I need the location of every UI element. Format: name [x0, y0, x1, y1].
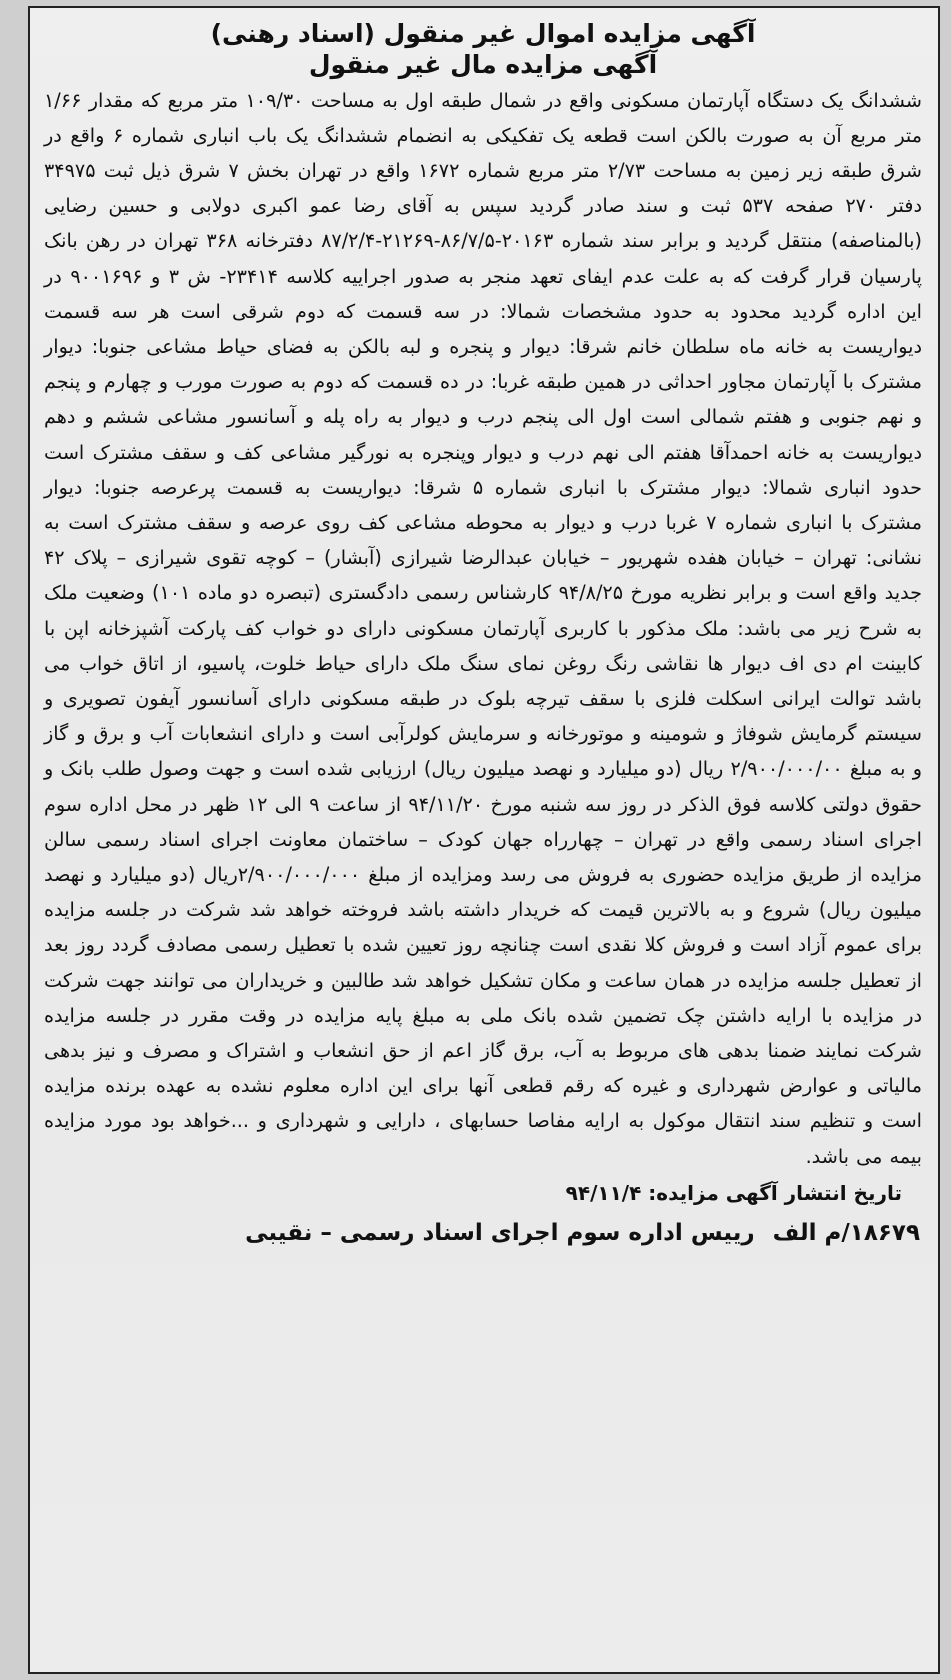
auction-notice: [28, 6, 940, 1674]
signature: رییس اداره سوم اجرای اسناد رسمی – نقیبی: [245, 1219, 755, 1246]
reference-number: ۱۸۶۷۹/م الف: [772, 1219, 920, 1246]
notice-title: آگهی مزایده اموال غیر منقول (اسناد رهنی): [210, 19, 756, 48]
notice-footer: [44, 1216, 922, 1250]
notice-subtitle: آگهی مزایده مال غیر منقول: [308, 50, 658, 80]
notice-body: ششدانگ یک دستگاه آپارتمان مسکونی واقع در شمال طبقه اول به مساحت ۱۰۹/۳۰ متر مربع که مقدار ۱/۶۶ متر مربع آن به صورت بالکن است قطعه یک تفکیکی به انضمام ششدانگ یک باب انباری شماره ۶ واقع در شرق طبقه زیر زمین به مساحت ۲/۷۳ متر مربع شماره ۱۶۷۲ واقع در تهران بخش ۷ شرق ذیل ثبت ۳۴۹۷۵ دفتر ۲۷۰ صفحه ۵۳۷ ثبت و سند صادر گردید سپس به آقای رضا عمو اکبری دولابی و حسین رضایی (بالمناصفه) منتقل گردید و برابر سند شماره ۲۰۱۶۳-۸۶/۷/۵-۲۱۲۶۹-۸۷/۲/۴ دفترخانه ۳۶۸ تهران در رهن بانک پارسیان قرار گرفت که به علت عدم ایفای تعهد منجر به صدور اجراییه کلاسه ۲۳۴۱۴- ش ۳ و ۹۰۰۱۶۹۶ در این اداره گردید محدود به حدود مشخصات شمالا: در سه قسمت که دوم شرقی است هر سه قسمت دیواریست به خانه ماه سلطان خانم شرقا: دیوار و پنجره و لبه بالکن به فضای حیاط مشاعی جنوبا: دیوار مشترک با آپارتمان مجاور احداثی در همین طبقه غربا: در ده قسمت که دوم به صورت مورب و چهارم و پنجم و نهم جنوبی و هفتم شمالی است اول الی پنجم درب و دیوار به راه پله و آسانسور مشاعی ششم و دهم دیواریست به خانه احمدآقا هفتم الی نهم درب و دیوار وپنجره به نورگیر مشاعی کف و سقف مشترک است حدود انباری شمالا: دیوار مشترک با انباری شماره ۵ شرقا: دیواریست به قسمت پرعرصه جنوبا: دیوار مشترک با انباری شماره ۷ غربا درب و دیوار به محوطه مشاعی کف روی عرصه و سقف مشترک است به نشانی: تهران – خیابان هفده شهریور – خیابان عبدالرضا شیرازی (آبشار) – کوچه تقوی شیرازی – پلاک ۴۲ جدید واقع است و برابر نظریه مورخ ۹۴/۸/۲۵ کارشناس رسمی دادگستری (تبصره دو ماده ۱۰۱) وضعیت ملک به شرح زیر می باشد: ملک مذکور با کاربری آپارتمان مسکونی دارای دو خواب کف پارکت آشپزخانه اپن با کابینت ام دی اف دیوار ها نقاشی رنگ روغن نمای سنگ ملک دارای حیاط خلوت، پاسیو، از اتاق خواب می باشد توالت ایرانی اسکلت فلزی با سقف تیرچه بلوک در طبقه مسکونی دارای آسانسور آیفون تصویری و سیستم گرمایش شوفاژ و شومینه و موتورخانه و سرمایش کولرآبی است و دارای انشعابات آب و برق و گاز و به مبلغ ۲/۹۰۰/۰۰۰/۰۰ ریال (دو میلیارد و نهصد میلیون ریال) ارزیابی شده است و جهت وصول طلب بانک و حقوق دولتی کلاسه فوق الذکر در روز سه شنبه مورخ ۹۴/۱۱/۲۰ از ساعت ۹ الی ۱۲ ظهر در محل اداره سوم اجرای اسناد رسمی واقع در تهران – چهارراه جهان کودک – ساختمان معاونت اجرای اسناد رسمی سالن مزایده از طریق مزایده حضوری به فروش می رسد ومزایده از مبلغ ۲/۹۰۰/۰۰۰/۰۰۰ریال (دو میلیارد و نهصد میلیون ریال) شروع و به بالاترین قیمت که خریدار داشته باشد فروخته خواهد شد شرکت در جلسه مزایده برای عموم آزاد است و فروش کلا نقدی است چنانچه روز تعیین شده با تعطیل رسمی مصادف گردد روز بعد از تعطیل جلسه مزایده در همان ساعت و مکان تشکیل خواهد شد طالبین و خریداران می توانند جهت شرکت در مزایده با ارایه داشتن چک تضمین شده بانک ملی به مبلغ پایه مزایده در وقت مقرر در جلسه مزایده شرکت نمایند ضمنا بدهی های مربوط به آب، برق گاز اعم از حق انشعاب و اشتراک و مصرف و نیز بدهی مالیاتی و عوارض شهرداری و غیره که رقم قطعی آنها برای این اداره معلوم نشده به عهده برنده مزایده است و تنظیم سند انتقال موکول به ارایه مفاصا حسابهای ، دارایی و شهرداری و ...خواهد بود مورد مزایده بیمه می باشد.: [44, 88, 923, 1168]
publish-date: تاریخ انتشار آگهی مزایده: ۹۴/۱۱/۴: [565, 1180, 902, 1205]
